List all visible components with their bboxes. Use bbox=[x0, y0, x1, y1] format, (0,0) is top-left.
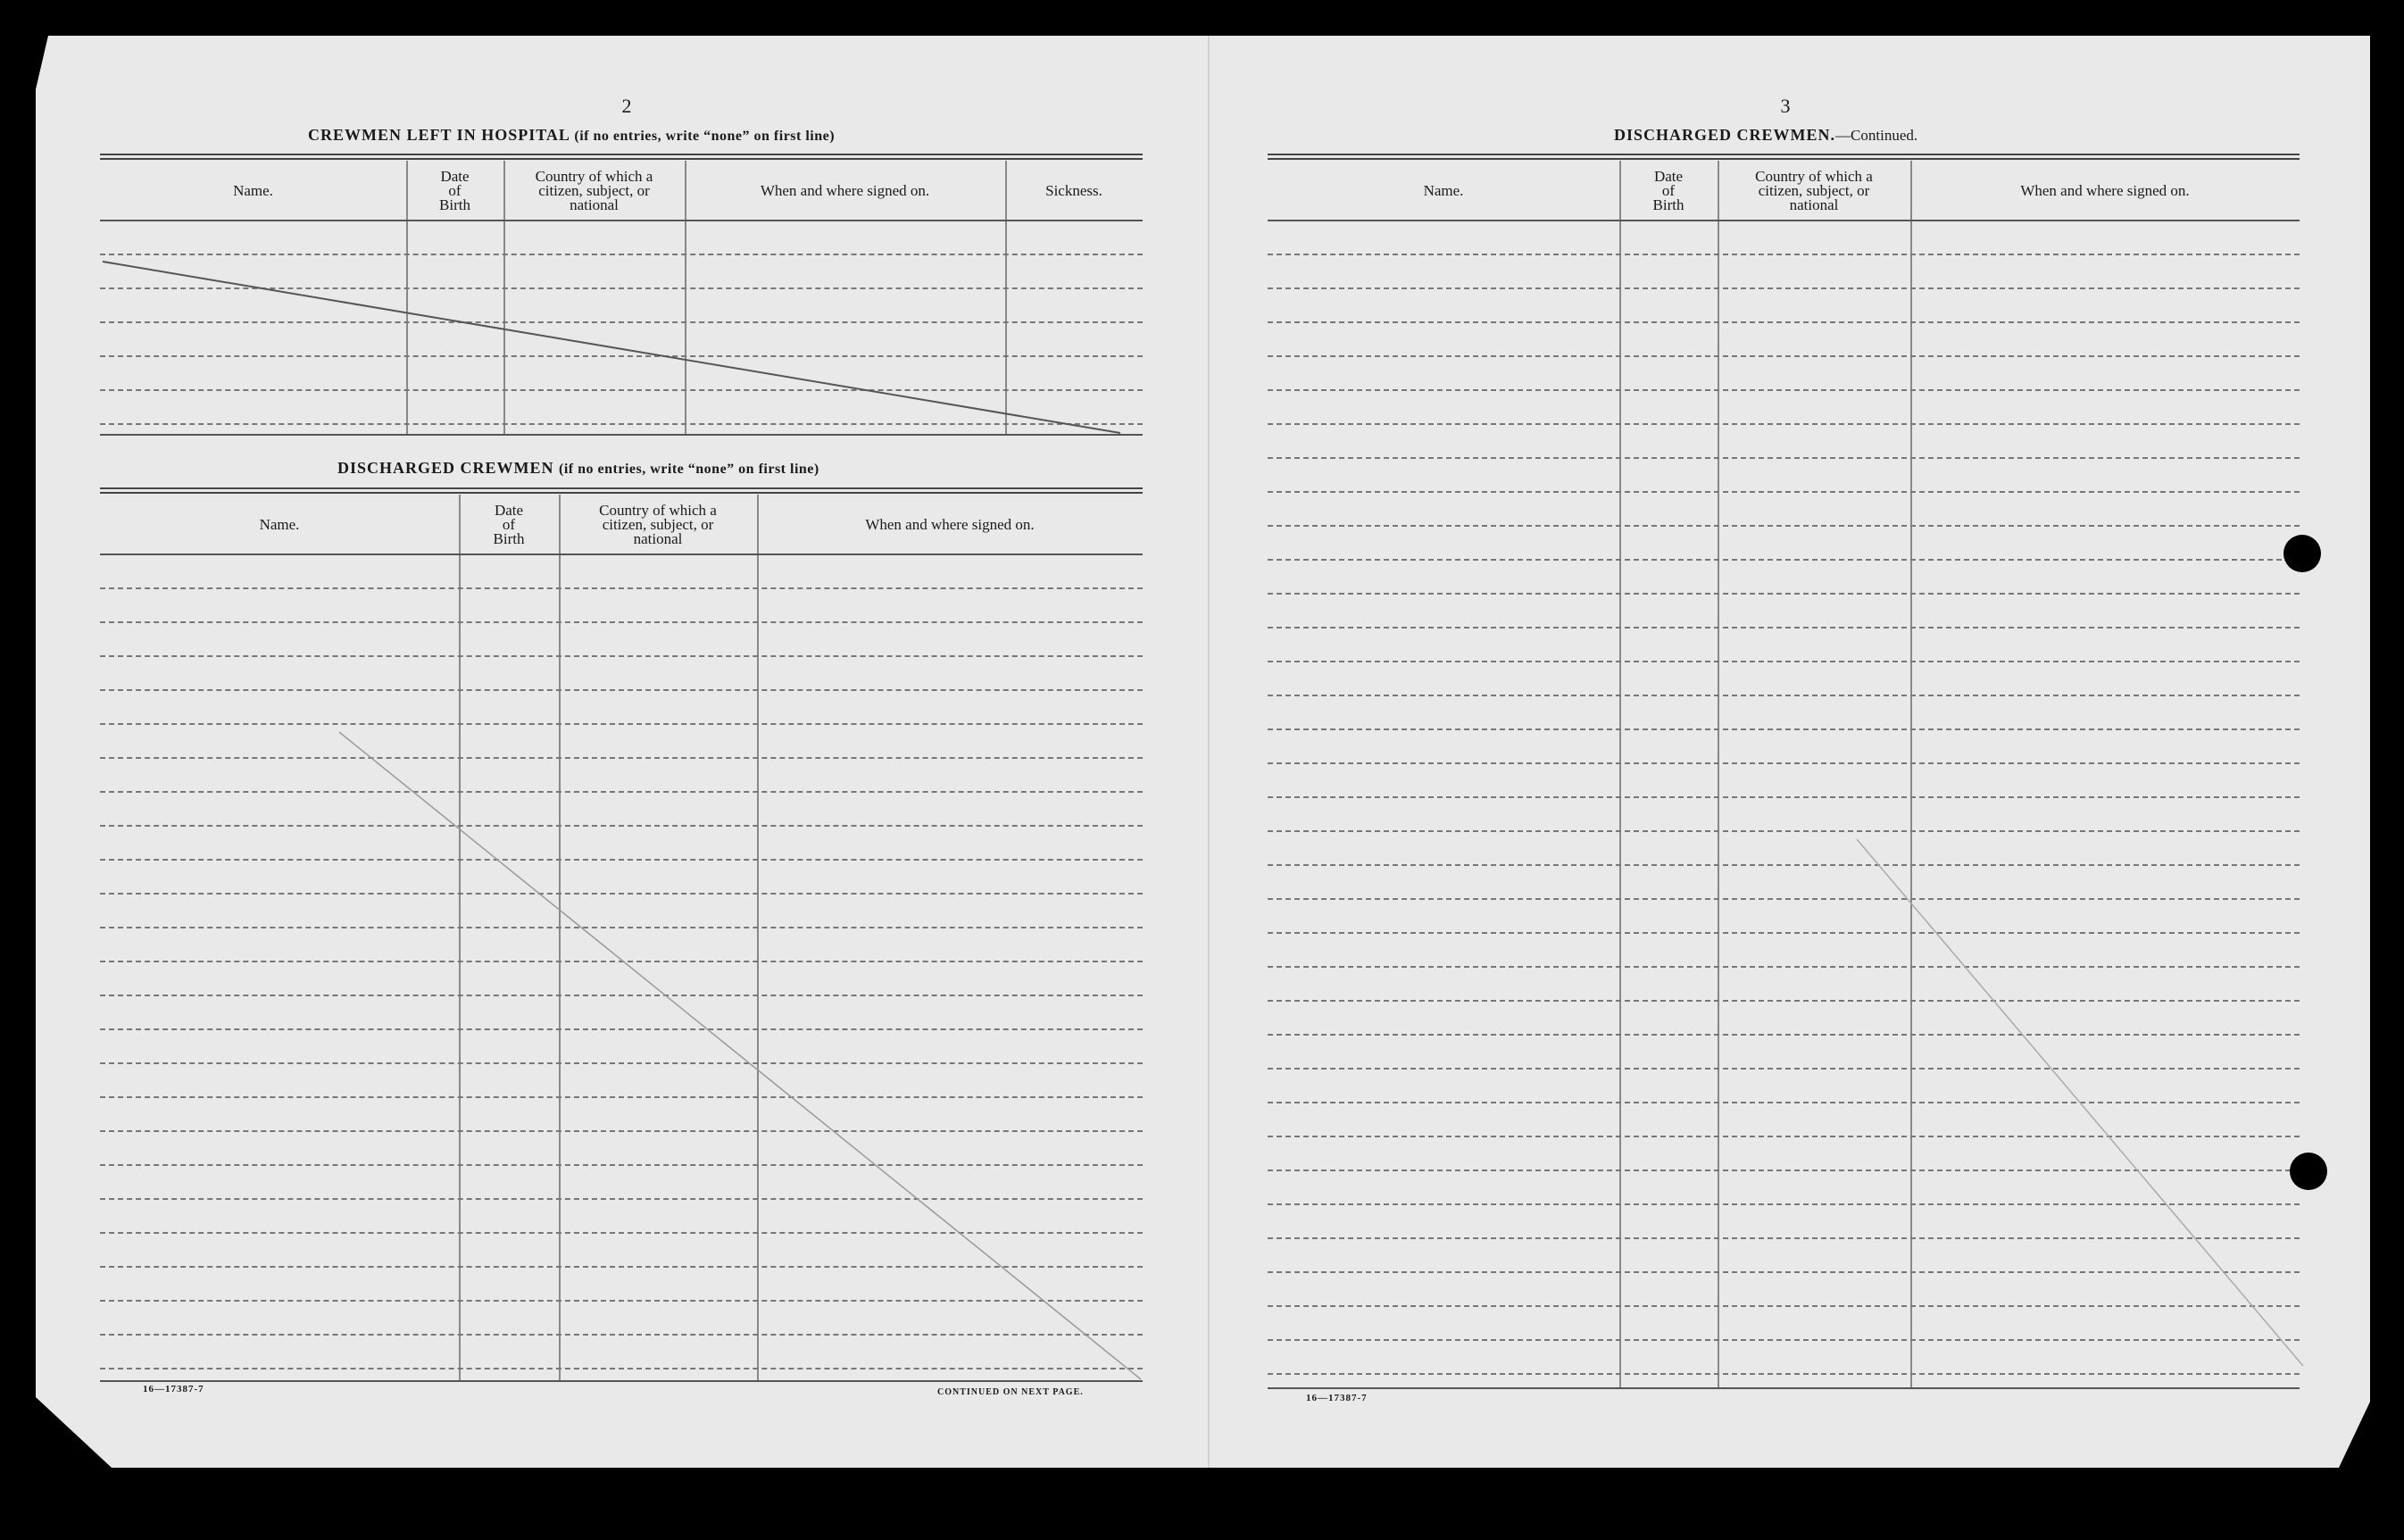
continued-note: CONTINUED ON NEXT PAGE. bbox=[937, 1387, 1084, 1397]
column-divider bbox=[1005, 161, 1007, 436]
hospital-table-title bbox=[308, 126, 835, 145]
entry-line bbox=[1268, 762, 2300, 764]
entry-line bbox=[1268, 1170, 2300, 1171]
page-number-right: 3 bbox=[1780, 95, 1791, 117]
discharged-top-rule bbox=[100, 487, 1143, 494]
entry-line bbox=[100, 1368, 1143, 1369]
form-number-left: 16—17387-7 bbox=[143, 1384, 204, 1394]
entry-line bbox=[1268, 423, 2300, 425]
entry-line bbox=[100, 321, 1143, 323]
column-header: When and where signed on. bbox=[2020, 182, 2190, 199]
hospital-table bbox=[100, 161, 1143, 436]
table-bottom-rule bbox=[100, 1380, 1143, 1382]
entry-line bbox=[100, 791, 1143, 793]
column-header: When and where signed on. bbox=[865, 516, 1035, 533]
entry-line bbox=[100, 389, 1143, 391]
entry-line bbox=[1268, 321, 2300, 323]
entry-line bbox=[1268, 661, 2300, 662]
entry-line bbox=[100, 1130, 1143, 1132]
column-divider bbox=[757, 495, 759, 1382]
entry-line bbox=[1268, 1203, 2300, 1205]
continued-table bbox=[1268, 161, 2300, 1389]
entry-line bbox=[100, 1028, 1143, 1030]
discharged-title-note: (if no entries, write “none” on first line) bbox=[559, 462, 819, 477]
entry-line bbox=[100, 995, 1143, 996]
punch-hole bbox=[2290, 1153, 2327, 1190]
entry-line bbox=[1268, 389, 2300, 391]
entry-line bbox=[100, 859, 1143, 861]
entry-line bbox=[1268, 1000, 2300, 1002]
continued-top-rule bbox=[1268, 154, 2300, 160]
entry-line bbox=[100, 1096, 1143, 1098]
entry-line bbox=[1268, 254, 2300, 255]
entry-line bbox=[100, 587, 1143, 589]
continued-title-text: DISCHARGED CREWMEN. bbox=[1614, 126, 1836, 144]
column-header: Sickness. bbox=[1045, 182, 1102, 199]
column-header: Date of Birth bbox=[1652, 168, 1684, 213]
column-header: Name. bbox=[259, 516, 300, 533]
entry-line bbox=[1268, 1136, 2300, 1137]
entry-line bbox=[100, 655, 1143, 657]
header-rule bbox=[1268, 220, 2300, 221]
form-number-right: 16—17387-7 bbox=[1306, 1393, 1368, 1403]
hospital-top-rule bbox=[100, 154, 1143, 160]
entry-line bbox=[100, 355, 1143, 357]
table-bottom-rule bbox=[100, 434, 1143, 436]
entry-line bbox=[100, 723, 1143, 725]
hospital-title-note: (if no entries, write “none” on first line) bbox=[574, 129, 836, 144]
entry-line bbox=[1268, 1034, 2300, 1036]
entry-line bbox=[1268, 1271, 2300, 1273]
entry-line bbox=[1268, 864, 2300, 866]
table-bottom-rule bbox=[1268, 1387, 2300, 1389]
entry-line bbox=[1268, 1068, 2300, 1070]
discharged-title-text: DISCHARGED CREWMEN bbox=[337, 459, 554, 477]
entry-line bbox=[1268, 1305, 2300, 1307]
entry-line bbox=[1268, 457, 2300, 459]
hospital-title-text: CREWMEN LEFT IN HOSPITAL bbox=[308, 126, 570, 144]
entry-line bbox=[1268, 525, 2300, 527]
punch-hole bbox=[2283, 535, 2321, 572]
entry-line bbox=[100, 1300, 1143, 1302]
entry-line bbox=[100, 927, 1143, 928]
column-header: Name. bbox=[233, 182, 273, 199]
entry-line bbox=[100, 1062, 1143, 1064]
entry-line bbox=[100, 689, 1143, 691]
entry-line bbox=[100, 1232, 1143, 1234]
column-header: Country of which a citizen, subject, or national bbox=[599, 502, 717, 547]
column-header: Date of Birth bbox=[493, 502, 525, 547]
entry-line bbox=[1268, 1237, 2300, 1239]
entry-line bbox=[1268, 932, 2300, 934]
entry-line bbox=[100, 893, 1143, 895]
discharged-table bbox=[100, 495, 1143, 1382]
column-divider bbox=[559, 495, 561, 1382]
column-header: Country of which a citizen, subject, or national bbox=[1755, 168, 1873, 213]
entry-line bbox=[1268, 355, 2300, 357]
entry-line bbox=[100, 1266, 1143, 1268]
continued-title-suffix: —Continued. bbox=[1835, 127, 1918, 144]
column-divider bbox=[685, 161, 686, 436]
entry-line bbox=[100, 1164, 1143, 1166]
column-header: Date of Birth bbox=[439, 168, 470, 213]
entry-line bbox=[1268, 627, 2300, 628]
entry-line bbox=[1268, 898, 2300, 900]
entry-line bbox=[1268, 559, 2300, 561]
entry-line bbox=[100, 1198, 1143, 1200]
entry-line bbox=[100, 1334, 1143, 1336]
entry-line bbox=[1268, 966, 2300, 968]
entry-line bbox=[100, 423, 1143, 425]
entry-line bbox=[100, 287, 1143, 289]
page-fold bbox=[1208, 36, 1210, 1468]
entry-line bbox=[1268, 1373, 2300, 1375]
entry-line bbox=[1268, 491, 2300, 493]
entry-line bbox=[1268, 830, 2300, 832]
column-divider bbox=[459, 495, 461, 1382]
continued-table-title bbox=[1614, 126, 1917, 145]
entry-line bbox=[1268, 728, 2300, 730]
column-header: When and where signed on. bbox=[760, 182, 930, 199]
discharged-table-title bbox=[337, 459, 819, 478]
header-rule bbox=[100, 220, 1143, 221]
entry-line bbox=[1268, 695, 2300, 696]
entry-line bbox=[1268, 796, 2300, 798]
entry-line bbox=[1268, 287, 2300, 289]
entry-line bbox=[1268, 1102, 2300, 1103]
page-number-left: 2 bbox=[621, 95, 632, 117]
entry-line bbox=[1268, 593, 2300, 595]
entry-line bbox=[100, 825, 1143, 827]
entry-line bbox=[100, 757, 1143, 759]
column-header: Country of which a citizen, subject, or national bbox=[535, 168, 653, 213]
entry-line bbox=[100, 254, 1143, 255]
column-header: Name. bbox=[1423, 182, 1464, 199]
entry-line bbox=[100, 621, 1143, 623]
entry-line bbox=[1268, 1339, 2300, 1341]
entry-line bbox=[100, 961, 1143, 962]
header-rule bbox=[100, 554, 1143, 555]
